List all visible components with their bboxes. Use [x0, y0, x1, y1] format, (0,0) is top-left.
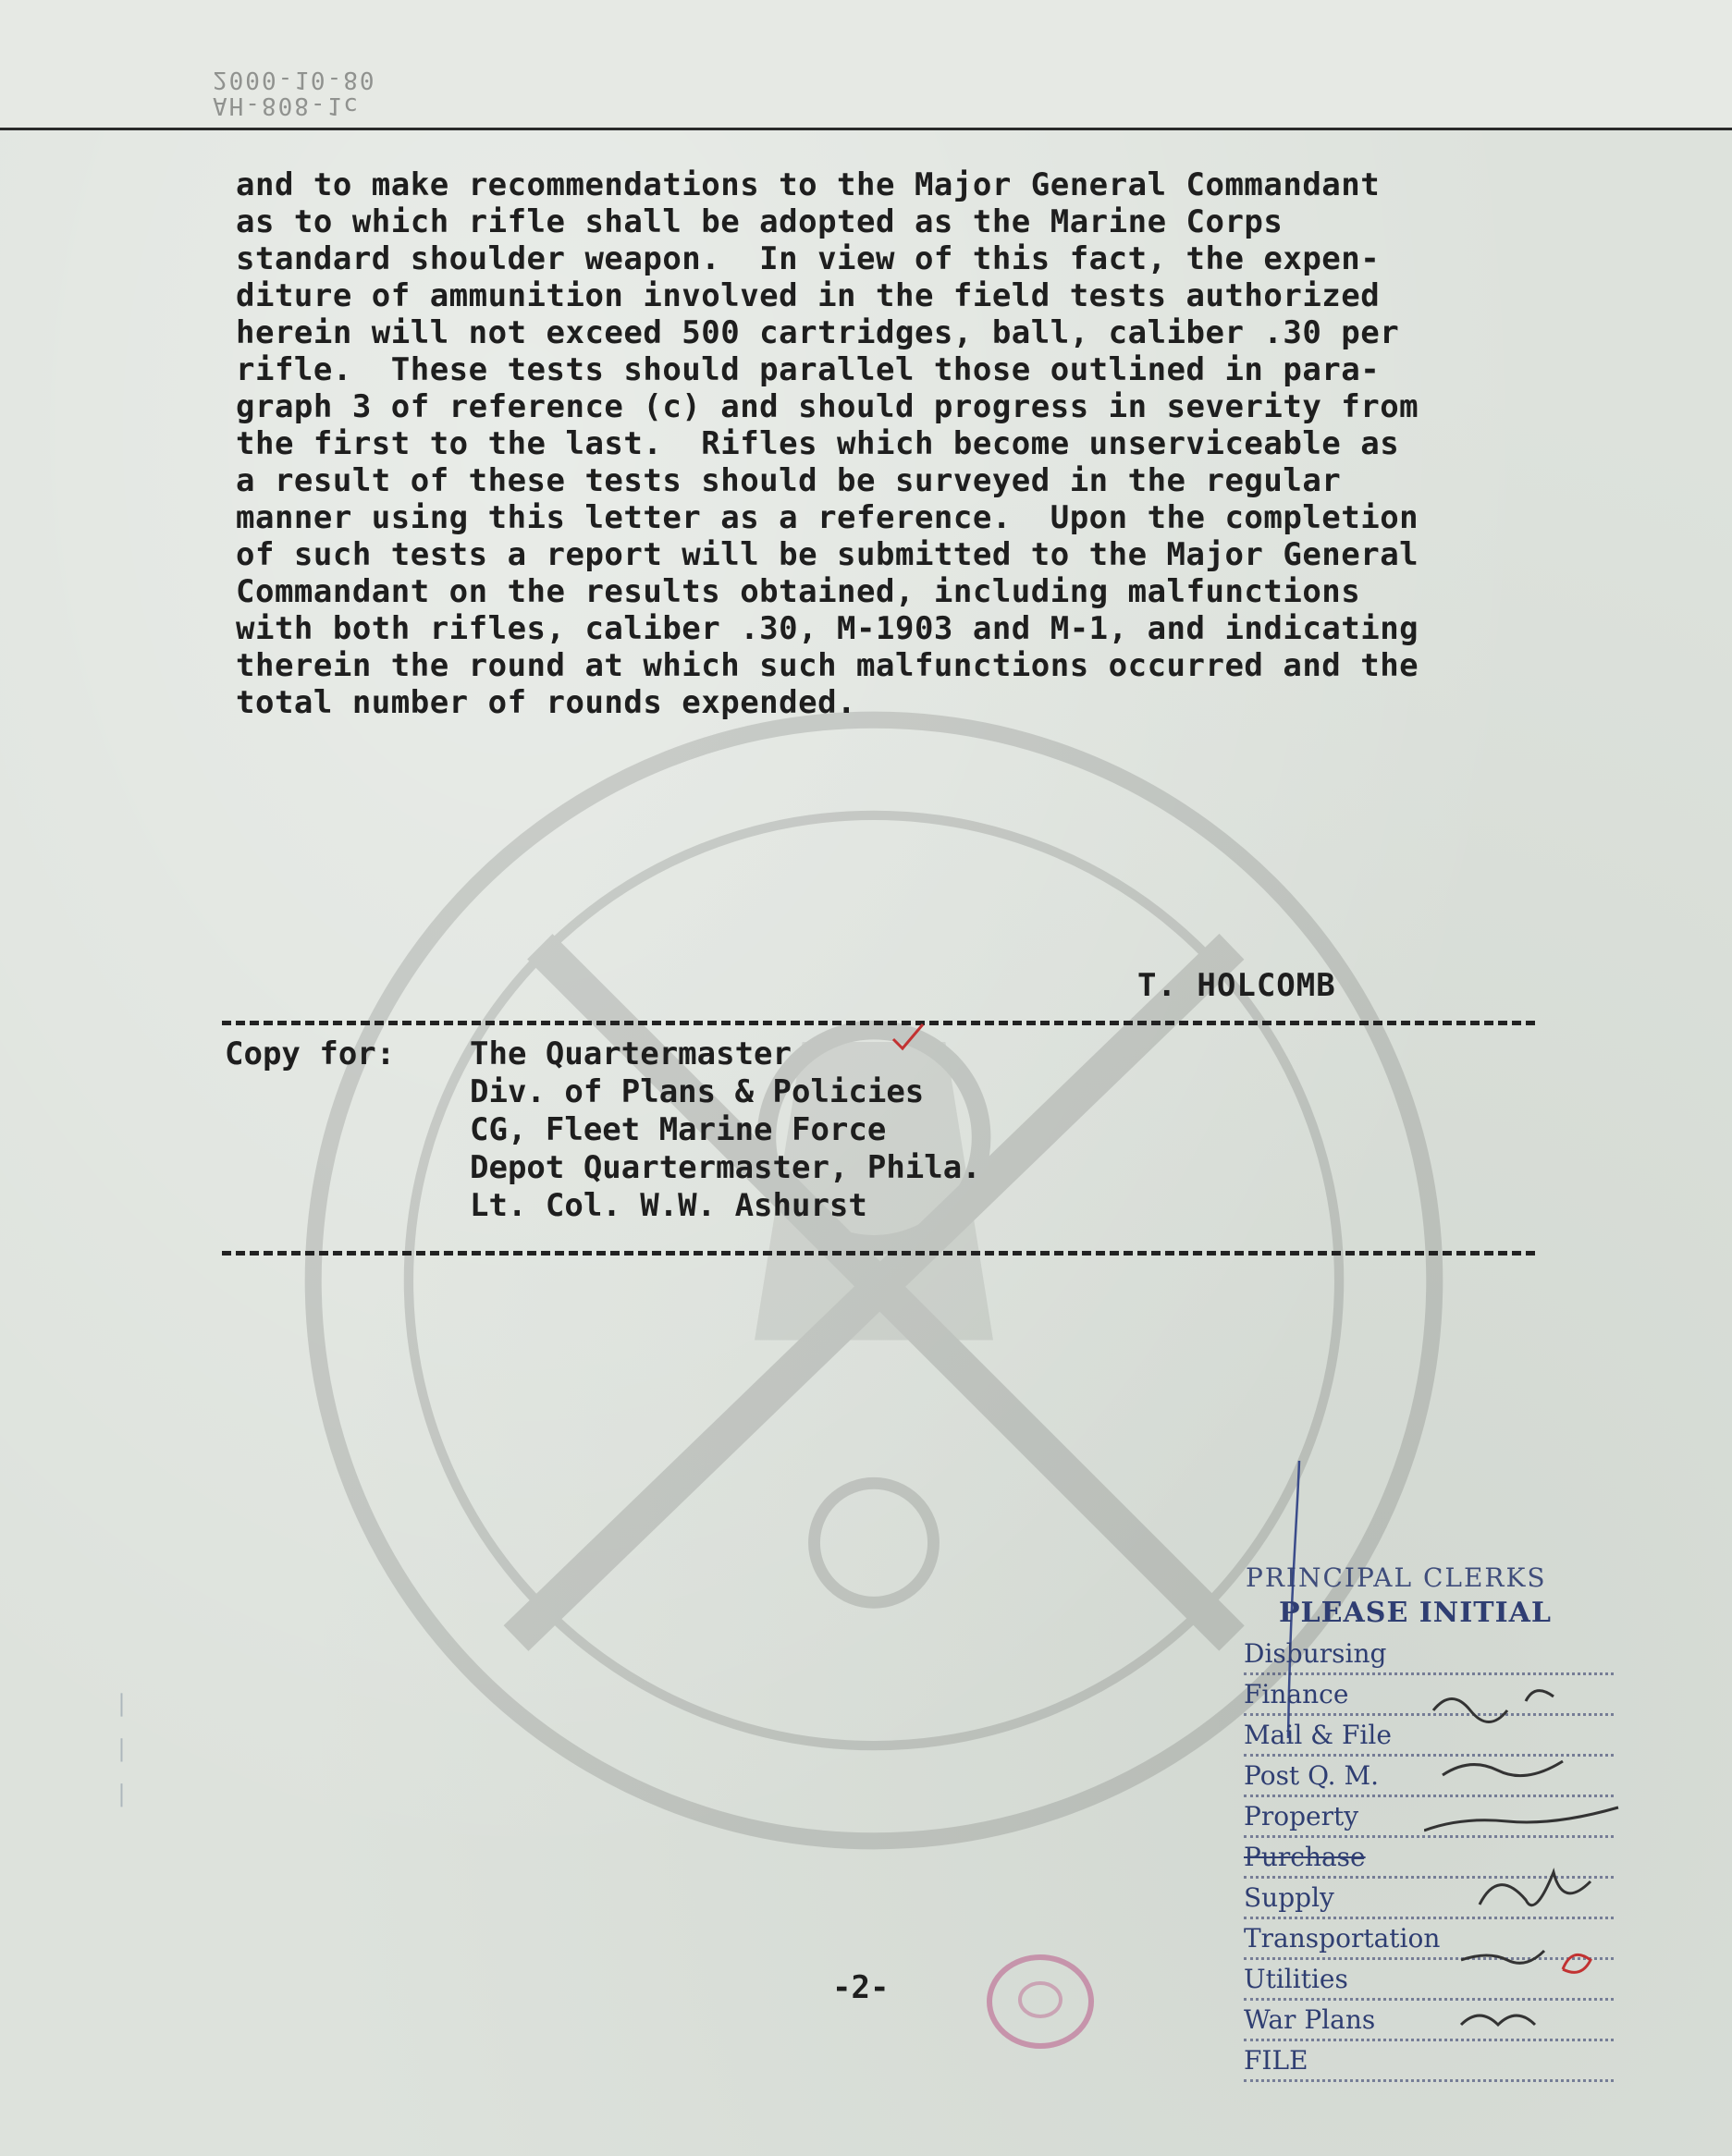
routing-item-label: Transportation [1244, 1923, 1441, 1954]
copy-for-item: Depot Quartermaster, Phila. [470, 1149, 981, 1186]
faint-red-stamp [976, 1946, 1105, 2057]
routing-item-label: FILE [1244, 2045, 1308, 2076]
routing-stamp-subtitle: PLEASE INITIAL [1279, 1597, 1552, 1629]
body-line: the first to the last. Rifles which become unserviceable as [236, 425, 1400, 462]
body-line: total number of rounds expended. [236, 684, 857, 721]
copy-for-list [470, 1035, 981, 1225]
red-check-icon [890, 1021, 927, 1054]
body-line: graph 3 of reference (c) and should progress in severity from [236, 388, 1419, 425]
body-line: and to make recommendations to the Major General Commandant [236, 166, 1381, 203]
divider-bottom [222, 1251, 1535, 1256]
letter-body [236, 166, 1604, 721]
body-line: of such tests a report will be submitted to the Major General [236, 536, 1419, 573]
routing-item-label: Supply [1244, 1882, 1334, 1913]
copy-for-item: Lt. Col. W.W. Ashurst [470, 1187, 867, 1224]
copy-for-item: Div. of Plans & Policies [470, 1073, 925, 1110]
copy-for-item: The Quartermaster [470, 1035, 792, 1072]
header-bleed-through [213, 67, 376, 118]
bleed-line: 2000-10-80 [213, 66, 376, 93]
page-number: -2- [832, 1969, 890, 2006]
body-line: Commandant on the results obtained, including malfunctions [236, 573, 1361, 610]
bleed-line: AH-808-1c [213, 92, 360, 119]
body-line: therein the round at which such malfunctions occurred and the [236, 647, 1419, 684]
signature-name: T. HOLCOMB [1137, 967, 1336, 1004]
body-line: diture of ammunition involved in the field tests authorized [236, 277, 1381, 314]
routing-item-label: Post Q. M. [1244, 1760, 1380, 1791]
faint-side-marks: — — — [108, 1692, 139, 1814]
routing-item-label: Disbursing [1244, 1638, 1387, 1669]
body-line: with both rifles, caliber .30, M-1903 and M-1, and indicating [236, 610, 1419, 647]
divider-top [222, 1021, 1535, 1025]
routing-item-label: Property [1244, 1801, 1359, 1831]
body-line: a result of these tests should be surveyed in the regular [236, 462, 1342, 499]
routing-stamp-title: PRINCIPAL CLERKS [1246, 1562, 1547, 1593]
routing-item-label: War Plans [1244, 2004, 1376, 2035]
handwritten-initials [1424, 1655, 1637, 2052]
copy-for-item: CG, Fleet Marine Force [470, 1111, 887, 1148]
body-line: manner using this letter as a reference. Upon the completion [236, 499, 1419, 536]
body-line: as to which rifle shall be adopted as the Marine Corps [236, 203, 1284, 240]
body-line: herein will not exceed 500 cartridges, ball, caliber .30 per [236, 314, 1400, 351]
routing-item-label: Finance [1244, 1679, 1349, 1709]
routing-item-label: Purchase [1244, 1842, 1366, 1872]
routing-item-label: Utilities [1244, 1964, 1348, 1994]
body-line: rifle. These tests should parallel those outlined in para- [236, 351, 1381, 388]
body-line: standard shoulder weapon. In view of this fact, the expen- [236, 240, 1381, 277]
routing-item-label: Mail & File [1244, 1720, 1392, 1750]
copy-for-label: Copy for: [225, 1035, 396, 1072]
